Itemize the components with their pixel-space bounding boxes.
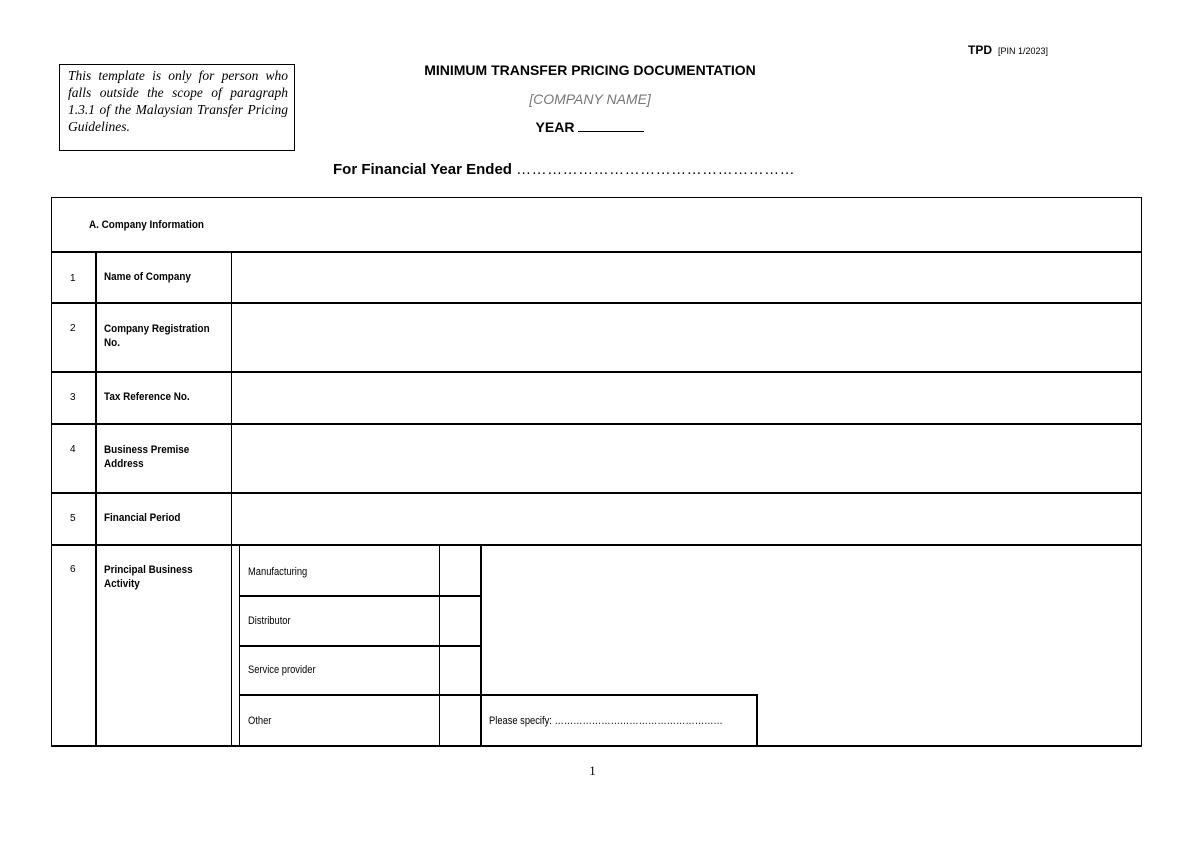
row-divider bbox=[51, 544, 1142, 546]
row-number: 6 bbox=[70, 564, 76, 575]
row-label-financial-period: Financial Period bbox=[104, 512, 181, 524]
activity-manufacturing-label: Manufacturing bbox=[248, 566, 308, 578]
table-left-border bbox=[51, 197, 52, 746]
row-divider bbox=[51, 492, 1142, 494]
row-label-registration-no: Company Registration No. bbox=[104, 323, 210, 349]
year-field: YEAR bbox=[360, 119, 820, 135]
activity-distributor-label: Distributor bbox=[248, 615, 291, 627]
table-top-border bbox=[51, 197, 1142, 198]
name-of-company-field[interactable] bbox=[233, 254, 1140, 302]
financial-period-field[interactable] bbox=[233, 495, 1140, 544]
registration-no-field[interactable] bbox=[233, 305, 1140, 371]
row-label-name-of-company: Name of Company bbox=[104, 271, 191, 283]
business-address-field[interactable] bbox=[233, 426, 1140, 492]
table-right-border bbox=[1141, 197, 1142, 746]
row-number: 4 bbox=[70, 444, 76, 455]
company-name-placeholder: [COMPANY NAME] bbox=[529, 91, 651, 107]
scope-note: This template is only for person who falls outside the scope of paragraph 1.3.1 of the Malaysian Transfer Pricing Guidelines. bbox=[59, 64, 295, 151]
distributor-checkbox[interactable] bbox=[441, 597, 479, 644]
page-number: 1 bbox=[589, 763, 596, 778]
column-divider bbox=[231, 252, 232, 746]
row-number: 3 bbox=[70, 392, 76, 403]
row-divider bbox=[51, 302, 1142, 304]
activity-row-divider bbox=[239, 694, 757, 696]
pin-reference: [PIN 1/2023] bbox=[998, 46, 1049, 56]
service-provider-checkbox[interactable] bbox=[441, 647, 479, 693]
row-label-principal-activity: Principal Business Activity bbox=[104, 564, 193, 590]
row-divider bbox=[51, 371, 1142, 373]
row-number: 5 bbox=[70, 513, 76, 524]
row-divider bbox=[51, 251, 1142, 253]
activity-service-provider-label: Service provider bbox=[248, 664, 316, 676]
specify-box-right bbox=[756, 694, 758, 746]
row-number: 1 bbox=[70, 273, 76, 284]
financial-year-dots[interactable]: ……………………………………………… bbox=[516, 161, 796, 178]
row-label-business-address: Business Premise Address bbox=[104, 444, 190, 470]
document-title: MINIMUM TRANSFER PRICING DOCUMENTATION bbox=[424, 62, 756, 78]
other-checkbox[interactable] bbox=[441, 696, 479, 744]
financial-year-ended: For Financial Year Ended ……………………………………………… bbox=[333, 161, 796, 178]
column-divider bbox=[95, 252, 97, 746]
row-number: 2 bbox=[70, 323, 76, 334]
row-label-tax-reference: Tax Reference No. bbox=[104, 391, 190, 403]
table-bottom-border bbox=[51, 745, 1142, 747]
section-title: A. Company Information bbox=[89, 219, 204, 231]
year-blank[interactable] bbox=[578, 119, 644, 132]
manufacturing-checkbox[interactable] bbox=[441, 547, 479, 594]
document-code: TPD [PIN 1/2023] bbox=[968, 43, 1049, 57]
row-divider bbox=[51, 423, 1142, 425]
tax-reference-field[interactable] bbox=[233, 374, 1140, 423]
activity-other-label: Other bbox=[248, 715, 272, 727]
please-specify-field[interactable]: Please specify: ……………………………………………… bbox=[489, 715, 723, 727]
